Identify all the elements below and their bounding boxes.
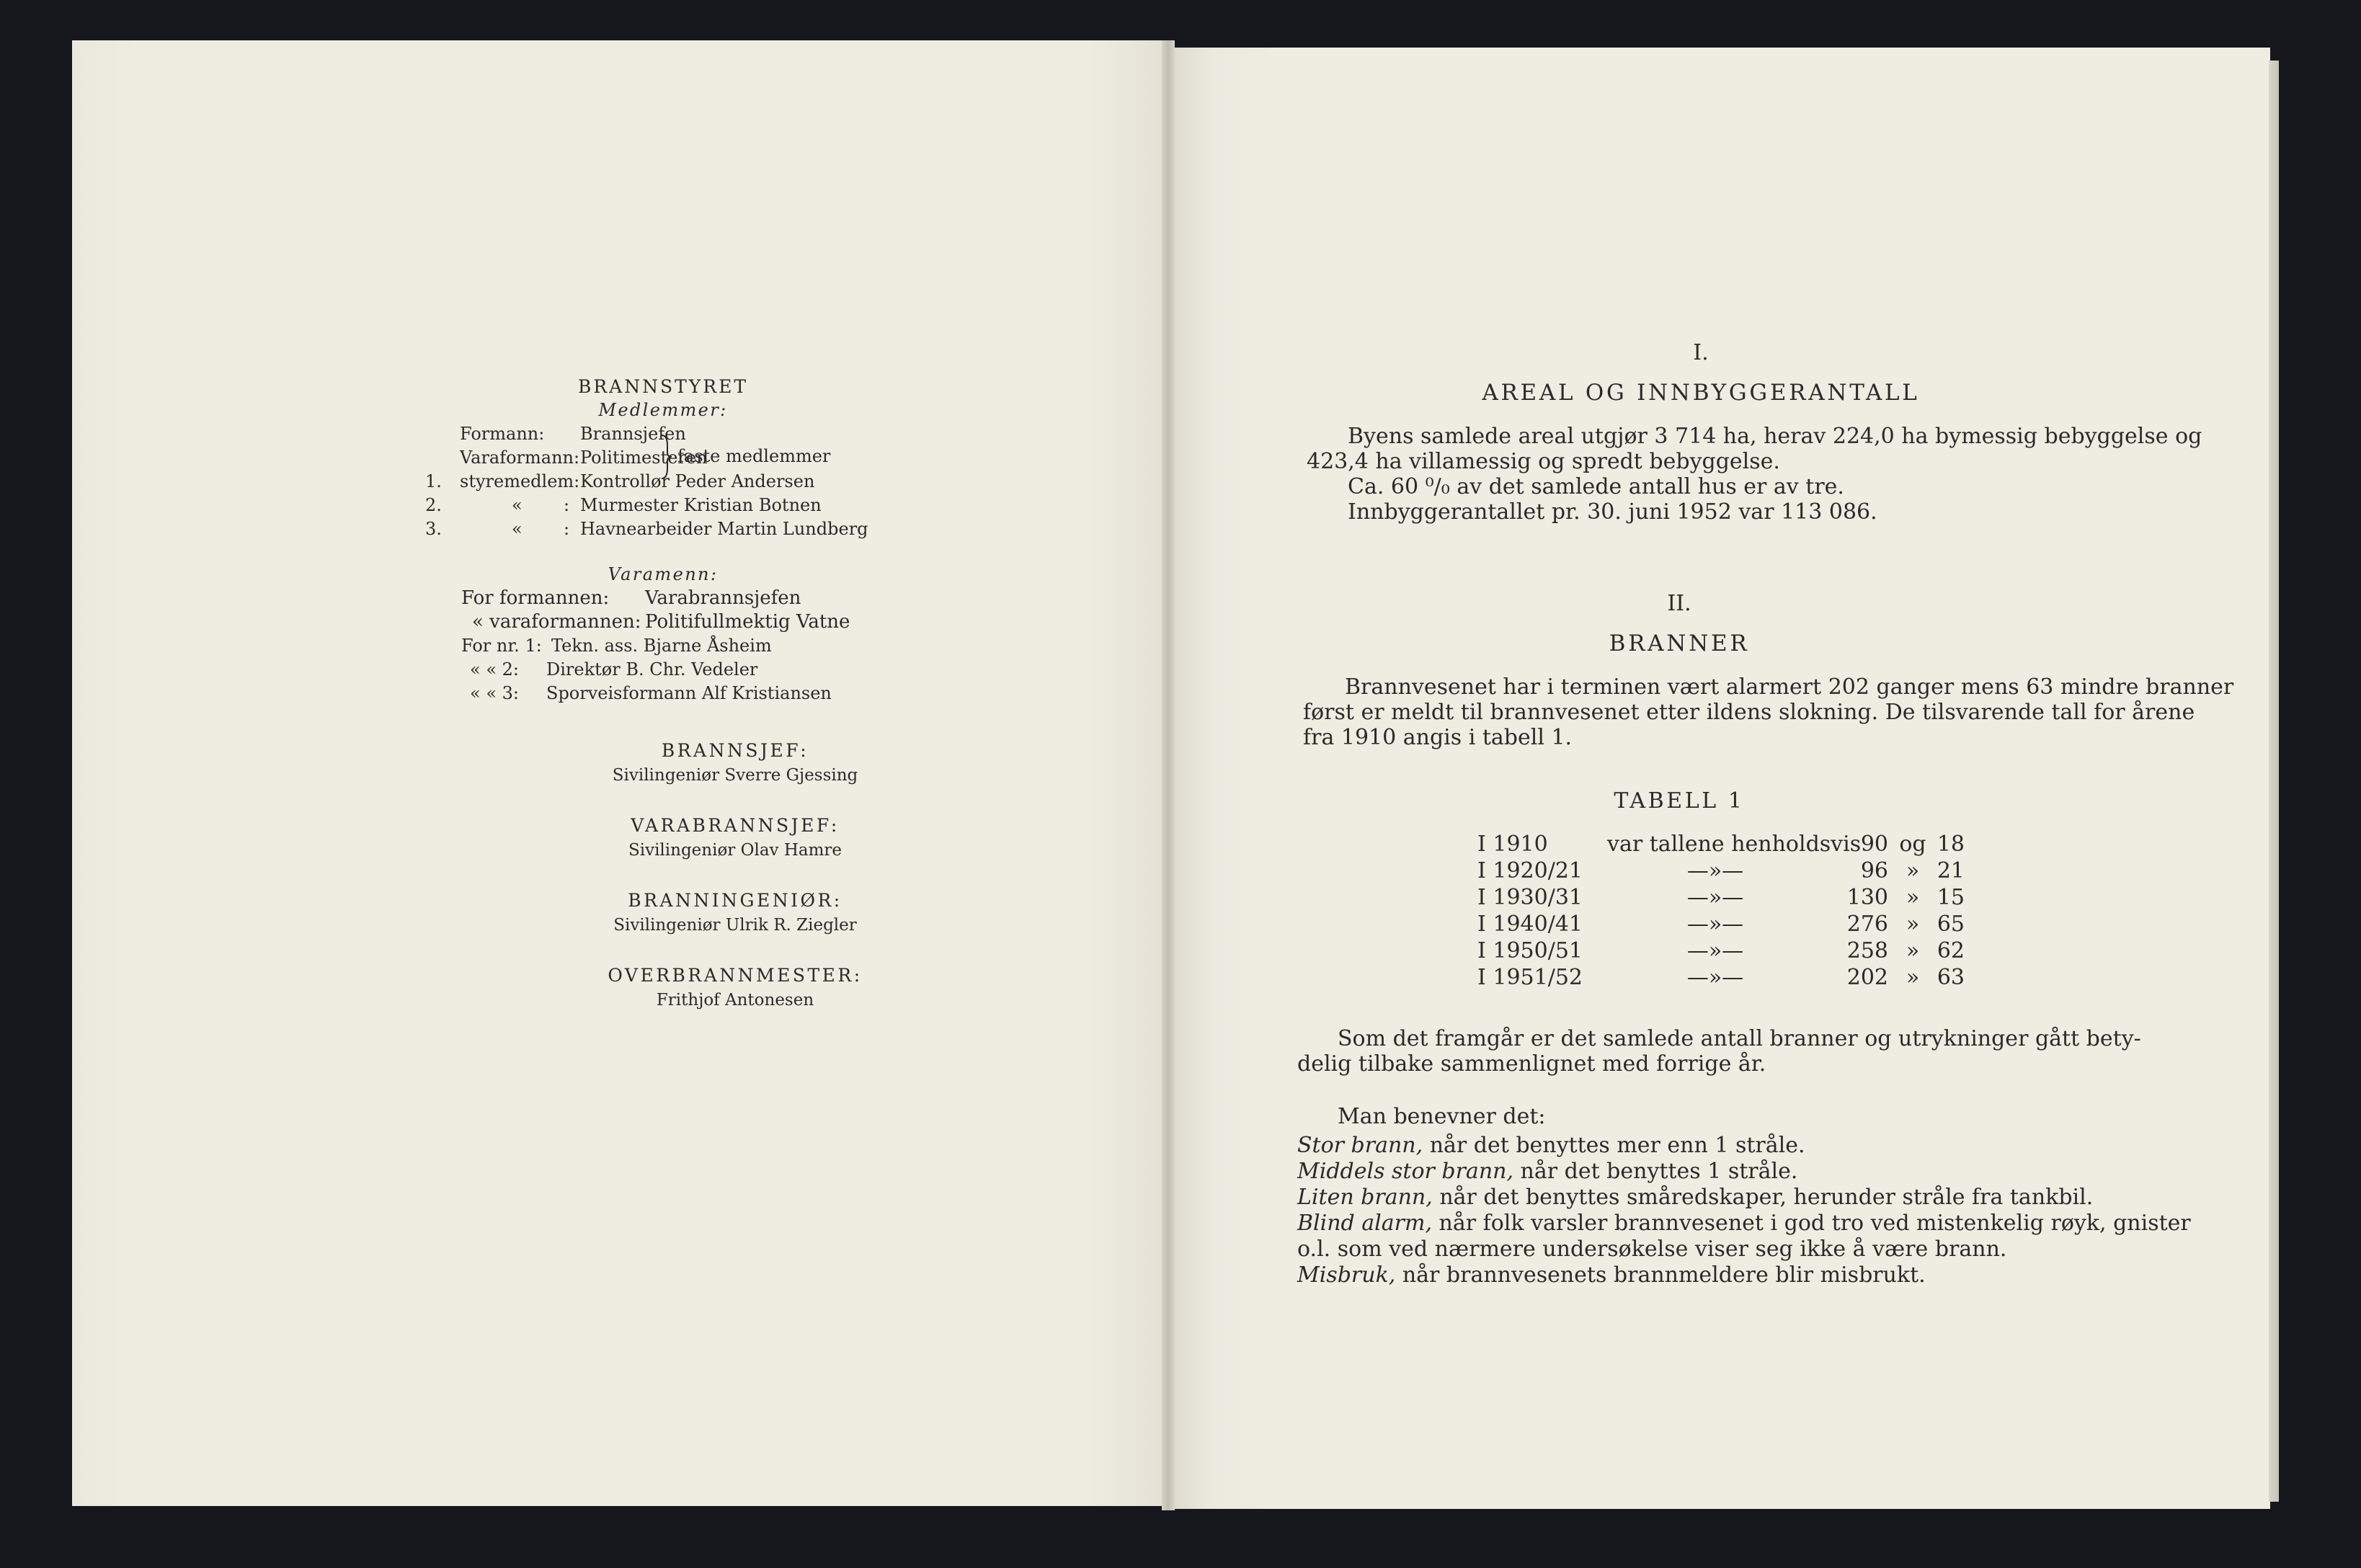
table-cell-a: 130 — [1846, 885, 1888, 910]
table-cell-a: 258 — [1846, 938, 1888, 963]
definition-line — [1297, 1211, 2191, 1237]
officer-name: Frithjof Antonesen — [656, 991, 814, 1010]
officer-block — [476, 963, 995, 1012]
member-role: Formann: — [460, 424, 545, 444]
table-cell-b: 21 — [1937, 858, 1965, 883]
table-cell-a: 96 — [1860, 858, 1888, 883]
definition-text: når det benyttes småredskaper, herunder stråle fra tankbil. — [1432, 1185, 2094, 1210]
table-cell-year: I 1910 — [1477, 832, 1548, 857]
brannstyret-section — [404, 375, 922, 705]
table-cell-sep: og — [1899, 832, 1926, 857]
member-colon: : — [564, 519, 570, 539]
table-row — [1477, 858, 1996, 885]
definition-text: når det benyttes 1 stråle. — [1513, 1159, 1798, 1184]
body-line: Brannvesenet har i terminen vært alarmert 202 ganger mens 63 mindre branner — [1345, 674, 2234, 700]
table-cell-year: I 1940/41 — [1477, 912, 1583, 937]
member-name: Brannsjefen — [580, 424, 686, 444]
deputy-name: Politifullmektig Vatne — [645, 611, 850, 633]
member-number: 1. — [425, 471, 442, 491]
officer-block — [476, 888, 995, 937]
section-numeral: I. — [1693, 340, 1709, 365]
table-cell-b: 62 — [1937, 938, 1965, 963]
officer-name: Sivilingeniør Sverre Gjessing — [612, 766, 858, 785]
table-cell-text: —»— — [1686, 912, 1744, 937]
member-role: styremedlem: — [460, 471, 580, 491]
table-title: TABELL 1 — [1614, 788, 1745, 814]
deputy-row — [404, 634, 922, 658]
table-row — [1477, 965, 1996, 992]
officer-block — [476, 738, 995, 787]
body-line: Som det framgår er det samlede antall branner og utrykninger gått bety- — [1338, 1026, 2141, 1051]
member-row — [404, 494, 922, 517]
member-number: 3. — [425, 519, 442, 539]
definition-line — [1297, 1159, 2191, 1185]
table-cell-sep: » — [1906, 885, 1920, 910]
member-name: Murmester Kristian Botnen — [580, 495, 822, 515]
member-role: Varaformann: — [460, 447, 580, 468]
body-line: Byens samlede areal utgjør 3 714 ha, herav 224,0 ha bymessig bebyggelse og — [1348, 424, 2202, 449]
deputy-name: Sporveisformann Alf Kristiansen — [546, 683, 832, 703]
definitions-list — [1297, 1133, 2191, 1288]
deputy-name: Direktør B. Chr. Vedeler — [546, 659, 758, 680]
table-cell-a: 276 — [1846, 912, 1888, 937]
deputy-role: For nr. 1: — [461, 636, 542, 656]
section-heading: AREAL OG INNBYGGERANTALL — [1482, 380, 1920, 406]
officer-title: BRANNSJEF: — [661, 740, 809, 761]
definition-text: når folk varsler brannvesenet i god tro ved mistenkelig røyk, gnister — [1432, 1211, 2191, 1236]
officer-block — [476, 813, 995, 862]
officer-name: Sivilingeniør Olav Hamre — [628, 841, 842, 860]
definition-term: Liten brann, — [1297, 1185, 1433, 1210]
table-cell-sep: » — [1906, 858, 1920, 883]
definition-text: når det benyttes mer enn 1 stråle. — [1423, 1133, 1805, 1158]
deputy-role: « varaformannen: — [472, 611, 641, 633]
table-cell-b: 15 — [1937, 885, 1965, 910]
definitions-intro: Man benevner det: — [1338, 1104, 1546, 1129]
member-name: Politimesteren — [580, 447, 708, 468]
table-cell-sep: » — [1906, 912, 1920, 937]
officer-name: Sivilingeniør Ulrik R. Ziegler — [613, 916, 857, 935]
page-edge — [2269, 61, 2279, 1502]
definition-text: o.l. som ved nærmere undersøkelse viser seg ikke å være brann. — [1297, 1237, 2007, 1262]
table-cell-text: —»— — [1686, 885, 1744, 910]
body-line: delig tilbake sammenlignet med forrige år. — [1297, 1051, 1766, 1077]
deputy-name: Varabrannsjefen — [645, 587, 801, 609]
deputy-row — [404, 610, 922, 634]
body-line: først er meldt til brannvesenet etter ildens slokning. De tilsvarende tall for årene — [1303, 700, 2195, 725]
book-gutter — [1162, 40, 1175, 1510]
deputy-row — [404, 682, 922, 705]
definition-line — [1297, 1133, 2191, 1159]
member-role: « — [512, 519, 523, 539]
body-line: Ca. 60 ⁰/₀ av det samlede antall hus er av tre. — [1348, 474, 1844, 499]
table-cell-sep: » — [1906, 965, 1920, 990]
member-name: Kontrollør Peder Andersen — [580, 471, 815, 491]
body-line: Innbyggerantallet pr. 30. juni 1952 var 113 086. — [1348, 499, 1877, 525]
definition-term: Misbruk, — [1297, 1262, 1396, 1288]
tabell-1 — [1477, 832, 1996, 997]
table-cell-a: 202 — [1846, 965, 1888, 990]
table-cell-b: 65 — [1937, 912, 1965, 937]
body-line: 423,4 ha villamessig og spredt bebyggelse. — [1307, 449, 1780, 474]
deputy-role: « « 2: — [470, 659, 519, 680]
table-row — [1477, 912, 1996, 938]
deputy-name: Tekn. ass. Bjarne Åsheim — [551, 636, 772, 656]
table-cell-text: var tallene henholdsvis — [1607, 832, 1862, 857]
officer-title: VARABRANNSJEF: — [631, 815, 840, 836]
definition-line — [1297, 1237, 2191, 1262]
member-name: Havnearbeider Martin Lundberg — [580, 519, 868, 539]
table-cell-year: I 1951/52 — [1477, 965, 1583, 990]
right-page — [1168, 48, 2270, 1509]
table-cell-b: 63 — [1937, 965, 1965, 990]
body-line: fra 1910 angis i tabell 1. — [1303, 725, 1573, 750]
member-number: 2. — [425, 495, 442, 515]
member-colon: : — [564, 495, 570, 515]
table-cell-year: I 1950/51 — [1477, 938, 1583, 963]
definition-line — [1297, 1262, 2191, 1288]
definition-term: Stor brann, — [1297, 1133, 1423, 1158]
table-cell-year: I 1930/31 — [1477, 885, 1583, 910]
table-cell-year: I 1920/21 — [1477, 858, 1583, 883]
table-cell-sep: » — [1906, 938, 1920, 963]
member-role: « — [512, 495, 523, 515]
deputy-row — [404, 587, 922, 610]
table-cell-text: —»— — [1686, 938, 1744, 963]
definition-text: når brannvesenets brannmeldere blir misbrukt. — [1395, 1262, 1926, 1288]
table-cell-text: —»— — [1686, 858, 1744, 883]
table-cell-b: 18 — [1937, 832, 1965, 857]
section-heading: BRANNER — [1609, 631, 1750, 656]
deputy-role: « « 3: — [470, 683, 519, 703]
officer-title: BRANNINGENIØR: — [628, 890, 842, 911]
members-heading: Medlemmer: — [598, 400, 728, 420]
table-row — [1477, 832, 1996, 858]
table-row — [1477, 938, 1996, 965]
section-numeral: II. — [1667, 591, 1691, 616]
brace-icon — [659, 434, 673, 480]
deputies-heading: Varamenn: — [608, 564, 719, 584]
definition-line — [1297, 1185, 2191, 1211]
brannstyret-title: BRANNSTYRET — [577, 376, 749, 397]
table-cell-text: —»— — [1686, 965, 1744, 990]
deputy-row — [404, 658, 922, 682]
definition-term: Middels stor brann, — [1297, 1159, 1513, 1184]
officer-title: OVERBRANNMESTER: — [608, 965, 863, 986]
brace-label: faste medlemmer — [677, 446, 831, 466]
table-row — [1477, 885, 1996, 912]
definition-term: Blind alarm, — [1297, 1211, 1432, 1236]
deputy-role: For formannen: — [461, 587, 610, 609]
table-cell-a: 90 — [1860, 832, 1888, 857]
member-row — [404, 517, 922, 541]
